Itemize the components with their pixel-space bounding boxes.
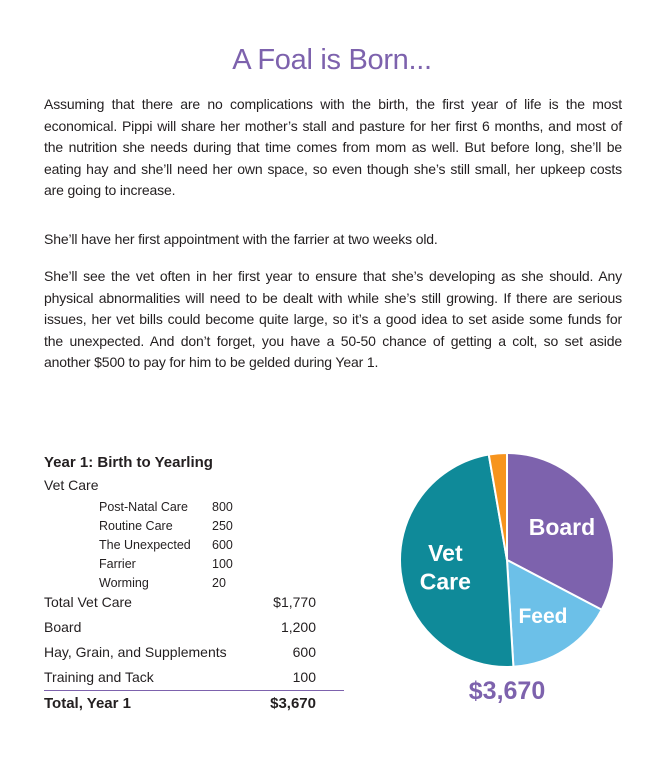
vet-item-label: Post-Natal Care [99,500,188,514]
vet-item-amount: 100 [212,557,233,571]
pie-slice-label: Feed [518,605,568,629]
vet-care-label: Vet Care [44,477,99,493]
ledger-row-label: Board [44,619,82,635]
ledger-row-label: Training and Tack [44,669,154,685]
ledger-row-amount: $1,770 [273,594,316,610]
pie-svg [400,453,614,667]
pie-slice-label: Board [528,513,596,540]
vet-item-label: Farrier [99,557,136,571]
paragraph-vet: She’ll see the vet often in her first year to ensure that she’s developing as she should. Any physical abnormalities will need to be dealt with while she’s still growing. If there are serious issues, her vet bills could become quite large, so it’s a good idea to set aside some funds for the unexpected. And don’t forget, you have a 50-50 chance of getting a colt, so set aside another $500 to pay for him to be gelded during Year 1. [44,268,622,370]
cost-pie-chart [400,453,614,667]
vet-item-amount: 20 [212,576,226,590]
page-title: A Foal is Born... [232,44,432,76]
vet-item-label: The Unexpected [99,538,191,552]
paragraph-first-year: Assuming that there are no complications with the birth, the first year of life is the most economical. Pippi will share her mother’s stall and pasture for her first 6 months, and most of the nutrition she needs during that time comes from mom as well. But before long, she’ll be eating hay and she’ll need her own space, so even though she’s still small, her upkeep costs are going to increase. [44,96,622,198]
ledger-total-label: Total, Year 1 [44,695,131,712]
vet-item-label: Routine Care [99,519,173,533]
ledger-heading: Year 1: Birth to Yearling [44,454,213,471]
ledger-row-amount: 100 [292,669,316,685]
total-divider [44,690,344,691]
vet-item-label: Worming [99,576,149,590]
pie-slice-label: Vet [428,539,463,566]
ledger-row-label: Hay, Grain, and Supplements [44,644,227,660]
pie-slice-label: Care [419,568,471,595]
vet-item-amount: 250 [212,519,233,533]
ledger-row-label: Total Vet Care [44,594,132,610]
ledger-row-amount: 1,200 [280,619,316,635]
ledger-row-amount: 600 [292,644,316,660]
vet-item-amount: 800 [212,500,233,514]
ledger-total-amount: $3,670 [270,695,316,712]
paragraph-farrier: She’ll have her first appointment with the farrier at two weeks old. [44,231,438,247]
vet-item-amount: 600 [212,538,233,552]
pie-total-label: $3,670 [468,677,546,705]
